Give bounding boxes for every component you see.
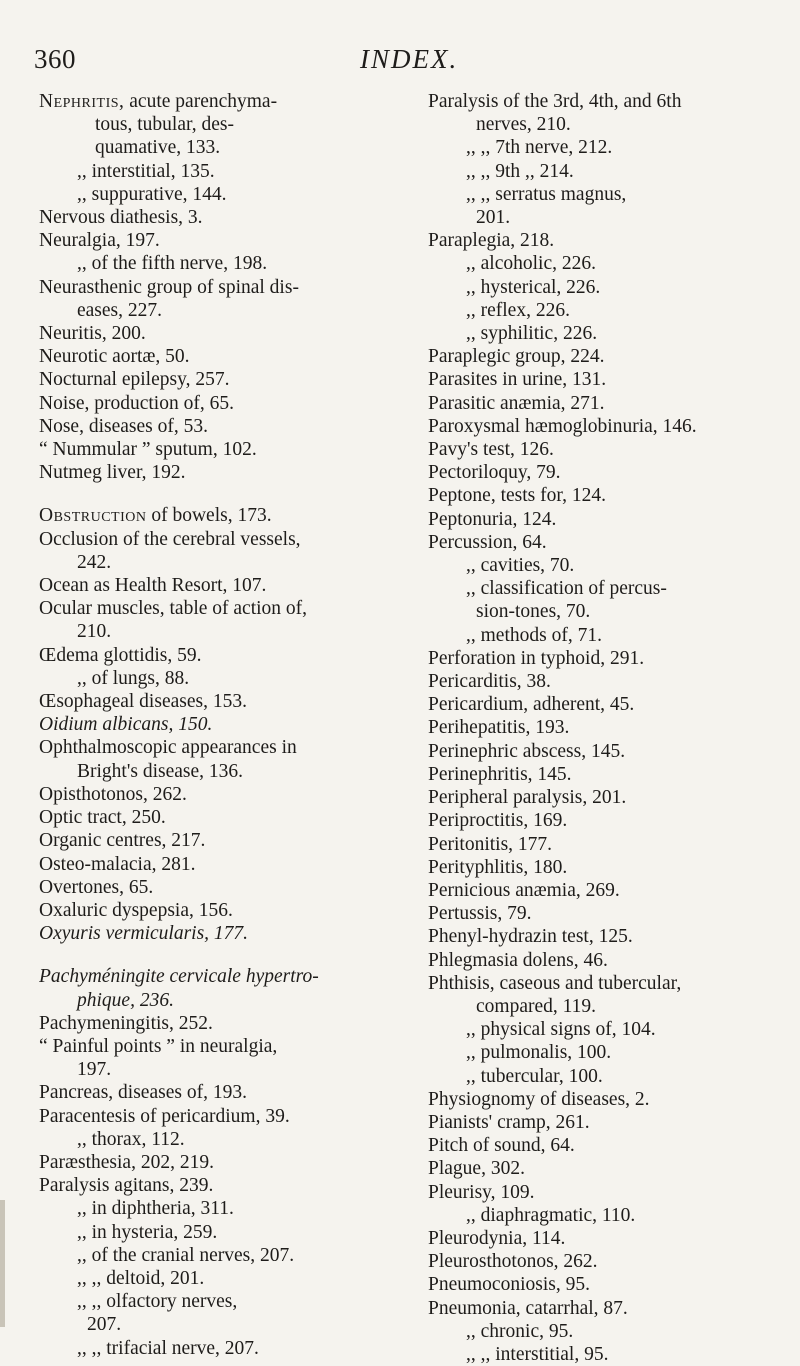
index-entry: ,, ,, 9th ,, 214. [466, 160, 574, 182]
index-entry: Perinephritis, 145. [428, 763, 572, 785]
index-entry: “ Nummular ” sputum, 102. [39, 439, 257, 461]
index-entry: Paralysis of the 3rd, 4th, and 6th [428, 91, 682, 112]
index-entry: Phenyl-hydrazin test, 125. [428, 926, 633, 948]
index-entry: Noise, production of, 65. [39, 392, 234, 414]
index-entry: Pitch of sound, 64. [428, 1135, 575, 1157]
index-entry: Paroxysmal hæmoglobinuria, 146. [428, 415, 697, 437]
index-entry: “ Painful points ” in neuralgia, [39, 1035, 278, 1057]
index-entry: ,, alcoholic, 226. [466, 253, 596, 275]
section-lead-word: Nephritis, [39, 91, 125, 112]
index-entry: Paraplegic group, 224. [428, 346, 605, 368]
index-entry: Perforation in typhoid, 291. [428, 647, 645, 669]
index-entry: ,, syphilitic, 226. [466, 323, 598, 345]
index-entry: ,, cavities, 70. [466, 555, 575, 577]
index-entry: Peptone, tests for, 124. [428, 485, 606, 507]
index-entry: Pancreas, diseases of, 193. [39, 1082, 247, 1104]
index-entry: nerves, 210. [476, 114, 571, 136]
index-entry: Physiognomy of diseases, 2. [428, 1088, 650, 1110]
index-entry: Œdema glottidis, 59. [39, 644, 202, 666]
index-entry: Œsophageal diseases, 153. [39, 691, 247, 713]
index-entry: Organic centres, 217. [39, 830, 206, 852]
index-entry: Nutmeg liver, 192. [39, 462, 186, 484]
index-entry: Overtones, 65. [39, 876, 154, 898]
index-entry: Phthisis, caseous and tubercular, [428, 972, 682, 994]
index-entry: Oxaluric dyspepsia, 156. [39, 899, 233, 921]
index-entry: Nose, diseases of, 53. [39, 415, 208, 437]
index-entry: Peripheral paralysis, 201. [428, 787, 627, 809]
index-entry: ,, hysterical, 226. [466, 276, 601, 298]
index-entry: phique, 236. [77, 989, 174, 1011]
index-entry: Pericarditis, 38. [428, 671, 551, 693]
index-entry: ,, ,, olfactory nerves, [77, 1291, 238, 1313]
index-entry: ,, ,, serratus magnus, [466, 183, 627, 205]
index-column-right [428, 90, 798, 1366]
index-entry: Neuritis, 200. [39, 323, 146, 345]
index-entry: 197. [77, 1059, 112, 1081]
index-entry: Peritonitis, 177. [428, 833, 553, 855]
index-entry: 207. [87, 1314, 122, 1336]
index-entry: Pertussis, 79. [428, 903, 532, 925]
index-entry: Peptonuria, 124. [428, 508, 557, 530]
index-entry: ,, thorax, 112. [77, 1128, 185, 1150]
entry-text: acute parenchyma- [124, 91, 278, 112]
index-entry: Oxyuris vermicularis, 177. [39, 923, 249, 945]
index-entry: Ophthalmoscopic appearances in [39, 737, 297, 759]
index-entry: ,, chronic, 95. [466, 1320, 574, 1342]
index-entry: ,, pulmonalis, 100. [466, 1042, 612, 1064]
index-entry: quamative, 133. [95, 137, 221, 159]
index-entry: Perihepatitis, 193. [428, 717, 570, 739]
index-entry: Paraplegia, 218. [428, 230, 555, 252]
index-entry: Pleurosthotonos, 262. [428, 1251, 598, 1273]
running-title: INDEX. [360, 44, 459, 74]
index-entry: Pectoriloquy, 79. [428, 462, 561, 484]
index-entry: ,, of lungs, 88. [77, 667, 190, 689]
index-entry: ,, suppurative, 144. [77, 183, 227, 205]
entry-text: of bowels, 173. [146, 505, 272, 527]
index-entry: Perinephric abscess, 145. [428, 740, 626, 762]
index-entry: ,, tubercular, 100. [466, 1065, 603, 1087]
index-entry: Parasitic anæmia, 271. [428, 392, 605, 414]
index-entry: 242. [77, 551, 112, 573]
index-entry: Neurasthenic group of spinal dis- [39, 276, 299, 298]
index-entry: Pachymeningitis, 252. [39, 1012, 213, 1034]
index-column-left [39, 90, 409, 1360]
index-entry: Ocular muscles, table of action of, [39, 598, 308, 620]
index-entry: compared, 119. [476, 995, 597, 1017]
index-entry: Osteo-malacia, 281. [39, 853, 196, 875]
index-entry: Plague, 302. [428, 1158, 525, 1180]
index-entry: ,, ,, 7th nerve, 212. [466, 137, 613, 159]
index-entry: Pernicious anæmia, 269. [428, 879, 620, 901]
index-entry [39, 504, 409, 527]
index-entry: Percussion, 64. [428, 531, 547, 553]
index-entry: Pleurisy, 109. [428, 1181, 535, 1203]
index-entry: Pachyméningite cervicale hypertro- [39, 966, 319, 988]
index-entry: Opisthotonos, 262. [39, 783, 187, 805]
index-entry: ,, methods of, 71. [466, 624, 602, 646]
index-entry: Neurotic aortæ, 50. [39, 346, 190, 368]
index-entry: Parasites in urine, 131. [428, 369, 607, 391]
index-entry: ,, of the fifth nerve, 198. [77, 253, 268, 275]
index-entry: 201. [476, 207, 511, 229]
index-entry: ,, ,, trifacial nerve, 207. [77, 1337, 259, 1359]
index-entry: ,, in hysteria, 259. [77, 1221, 218, 1243]
index-entry: 210. [77, 621, 112, 643]
index-entry: ,, interstitial, 135. [77, 160, 215, 182]
section-gap [39, 945, 409, 965]
index-entry: Perityphlitis, 180. [428, 856, 568, 878]
index-entry: eases, 227. [77, 299, 163, 321]
page-number: 360 [34, 44, 76, 74]
index-entry: Pericardium, adherent, 45. [428, 694, 635, 716]
index-entry: Paralysis agitans, 239. [39, 1175, 214, 1197]
index-entry: ,, in diphtheria, 311. [77, 1198, 234, 1220]
section-lead-word: Obstruction [39, 505, 147, 527]
index-entry: ,, ,, interstitial, 95. [466, 1343, 609, 1365]
index-entry: Ocean as Health Resort, 107. [39, 575, 267, 597]
index-entry: ,, reflex, 226. [466, 299, 570, 321]
index-entry: ,, classification of percus- [466, 578, 667, 600]
index-entry: Pavy's test, 126. [428, 439, 554, 461]
index-entry: tous, tubular, des- [95, 114, 234, 136]
index-entry: ,, diaphragmatic, 110. [466, 1204, 636, 1226]
index-entry: Optic tract, 250. [39, 807, 166, 829]
index-entry: Oidium albicans, 150. [39, 714, 213, 736]
index-entry: Bright's disease, 136. [77, 760, 243, 782]
index-entry [39, 90, 409, 113]
index-entry: Paræsthesia, 202, 219. [39, 1151, 214, 1173]
index-entry: sion-tones, 70. [476, 601, 591, 623]
index-entry: Nervous diathesis, 3. [39, 207, 203, 229]
index-entry: Periproctitis, 169. [428, 810, 568, 832]
index-entry: ,, ,, deltoid, 201. [77, 1267, 205, 1289]
index-entry: Phlegmasia dolens, 46. [428, 949, 608, 971]
index-entry: Pneumonia, catarrhal, 87. [428, 1297, 628, 1319]
index-entry: Pneumoconiosis, 95. [428, 1274, 590, 1296]
index-entry: Pianists' cramp, 261. [428, 1111, 590, 1133]
index-entry: Occlusion of the cerebral vessels, [39, 528, 301, 550]
index-entry: Paracentesis of pericardium, 39. [39, 1105, 290, 1127]
index-entry: Pleurodynia, 114. [428, 1227, 566, 1249]
index-entry: ,, physical signs of, 104. [466, 1019, 656, 1041]
index-entry: Neuralgia, 197. [39, 230, 160, 252]
index-entry: Nocturnal epilepsy, 257. [39, 369, 230, 391]
index-entry: ,, of the cranial nerves, 207. [77, 1244, 295, 1266]
section-gap [39, 484, 409, 504]
page-edge-shadow [0, 1200, 5, 1327]
